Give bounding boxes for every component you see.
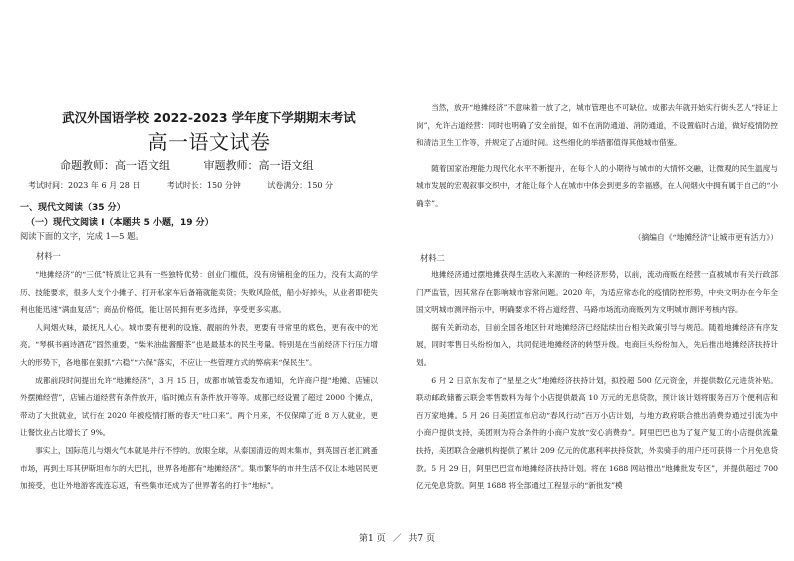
source-citation: （摘编自《“地摊经济”让城市更有活力》） — [633, 233, 778, 242]
paragraph: 6 月 2 日京东发布了“星星之火”地摊经济扶持计划，拟投超 500 亿元资金，并提供数亿元进货补贴。联动邮政储蓄云联会零售数料为每个小店提供最高 10 万元的无息贷款，预计该计划将服务百万个便利店和百万家地摊。5 月 26 日美团宣布启动“春风行动”百万小店计划，与地方政府联合推出消费券通过引流为中小商户提供支持，美团则为符合条件的小商户发放“安心消费券”。阿里巴巴也为了复产复工的小店提供流量扶持，美团联合金融机构提供了累计 209 亿元的优惠利率扶持贷款，外卖骑手的用户还可获得一个月免息贷款。5 月 29 日，阿里巴巴宣布地摊经济扶持计划。将在 1688 网站推出“地摊批发专区”，并提供超过 700 亿元免息贷款。阿里 1688 将全部通过工程显示的“新批发”模 — [416, 375, 778, 491]
material-label: 材料二 — [420, 253, 445, 263]
reading-instruction: 阅读下面的文字，完成 1—5 题。 — [20, 231, 144, 241]
paragraph: 成都前段时间提出允许“地摊经济”，3 月 15 日，成都市城管委发布通知，允许商户提“地摊、店铺以外摆摊经营”，店铺占道经营有条件放开，临时摊点有条件放开等等。成都已经设置了超过 2000 个摊点，带动了大批就业，试行在 2020 年被疫情打断的春天“吐口来”。两个月来，不仅保障了近 8 万人就业，更让餐饮业占比增长了 9%。 — [20, 375, 378, 438]
page-number: 第1 页 — [359, 534, 386, 544]
paragraph: 据有关新动态，目前全国各地区针对地摊经济已经陆续出台相关政策引导与规范。随着地摊经济有序发展，同时零售日头纷纷加入，共同促进地摊经济的转型升级。电商巨头纷纷加入，先后推出地摊经济扶持计划。 — [416, 322, 778, 367]
paragraph: 人间烟火味，最抚凡人心。城市要有便利的设施、靓丽的外表，更要有寻常里的底色，更有夜中的光亮。“琴棋书画诗酒花”固然重要，“柴米油盐酱醋茶”也是最基本的民生考量。特别是在当前经济下行压力增大的形势下，各地都在狠抓“六稳”“六保”落实，不应让一些管理方式的弊病来“保民生”。 — [20, 322, 378, 367]
teacher-line — [60, 157, 344, 173]
section-heading: 一、现代文阅读（35 分） — [20, 203, 126, 213]
material1-body — [20, 266, 378, 495]
exam-meta — [28, 180, 357, 191]
material-label: 材料一 — [36, 251, 61, 261]
right-body-top — [416, 99, 778, 213]
reviewer-text: 审题教师：高一语文组 — [203, 159, 314, 172]
page-total: 共7 页 — [408, 534, 435, 544]
paragraph: 当然，放开“地摊经济”不意味着一放了之，城市管理也不可缺位。成都去年就开始实行街头艺人“持证上岗”，允许占道经营：同时也明确了安全前提，如不在消防通道、消防通道，不设置临时占道，做好疫情防控和清洁卫生工作等，并规定了占道时间。这些细化的举措都值得其他城市借鉴。 — [416, 103, 778, 148]
page-footer — [0, 531, 794, 544]
full-score: 试卷满分：150 分 — [267, 181, 334, 190]
paragraph: 事实上，国际范儿与烟火气本就是并行不悖的。放眼全球，从泰国清迈的周末集市，到英国百老汇跳蚤市场，再到土耳其伊斯坦布尔的大巴扎，世界各地都有“地摊经济”。集市繁华的市井生活不仅让本地居民更加接受，也让外地游客流连忘返，有些集市还成为了世界著名的打卡“地标”。 — [20, 445, 378, 491]
paragraph: 地摊经济通过摆地摊获得生活收入来源的一种经济形势，以前，流动商贩在经营一直被城市有关行政部门严监管，因其常存在影响城市容常问题。2020 年，为适应常态化的疫情防控形势，中央文明办在今年全国文明城市测评指示中，明确要求不将占道经营、马路市场流动商贩列为文明城市测评考核内容。 — [416, 270, 778, 315]
exam-subtitle: 高一语文试卷 — [147, 130, 271, 154]
exam-date: 考试时间：2023 年 6 月 28 日 — [28, 181, 141, 190]
page-separator: ／ — [392, 534, 402, 544]
setter-text: 命题教师：高一语文组 — [60, 159, 170, 172]
subsection-heading: （一）现代文阅读 I（本题共 5 小题，19 分） — [26, 218, 214, 228]
exam-title: 武汉外国语学校 2022-2023 学年度下学期期末考试 — [62, 110, 356, 125]
exam-duration: 考试时长：150 分钟 — [166, 181, 241, 190]
paragraph: “地摊经济”的“三低”特质让它具有一些独特优势：创业门槛低，没有房铺租金的压力，没有太高的学历、技能要求，很多人支个小摊子、打开私家车后备箱就能卖货；失败风险低，船小好掉头，从业者即使失利也能迅速“满血复活”；商品价格低，能让居民拥有更多选择，享受更多实惠。 — [20, 270, 378, 315]
material2-body — [416, 266, 778, 495]
paragraph: 随着国家治理能力现代化水平不断提升，在每个人的小期待与城市的大情怀交融，让微观的民生温度与城市发展的宏观叙事交织中，才能让每个人在城市中体会到更多的幸福感，在人间烟火中拥有属于自己的“小确幸”。 — [416, 163, 778, 208]
